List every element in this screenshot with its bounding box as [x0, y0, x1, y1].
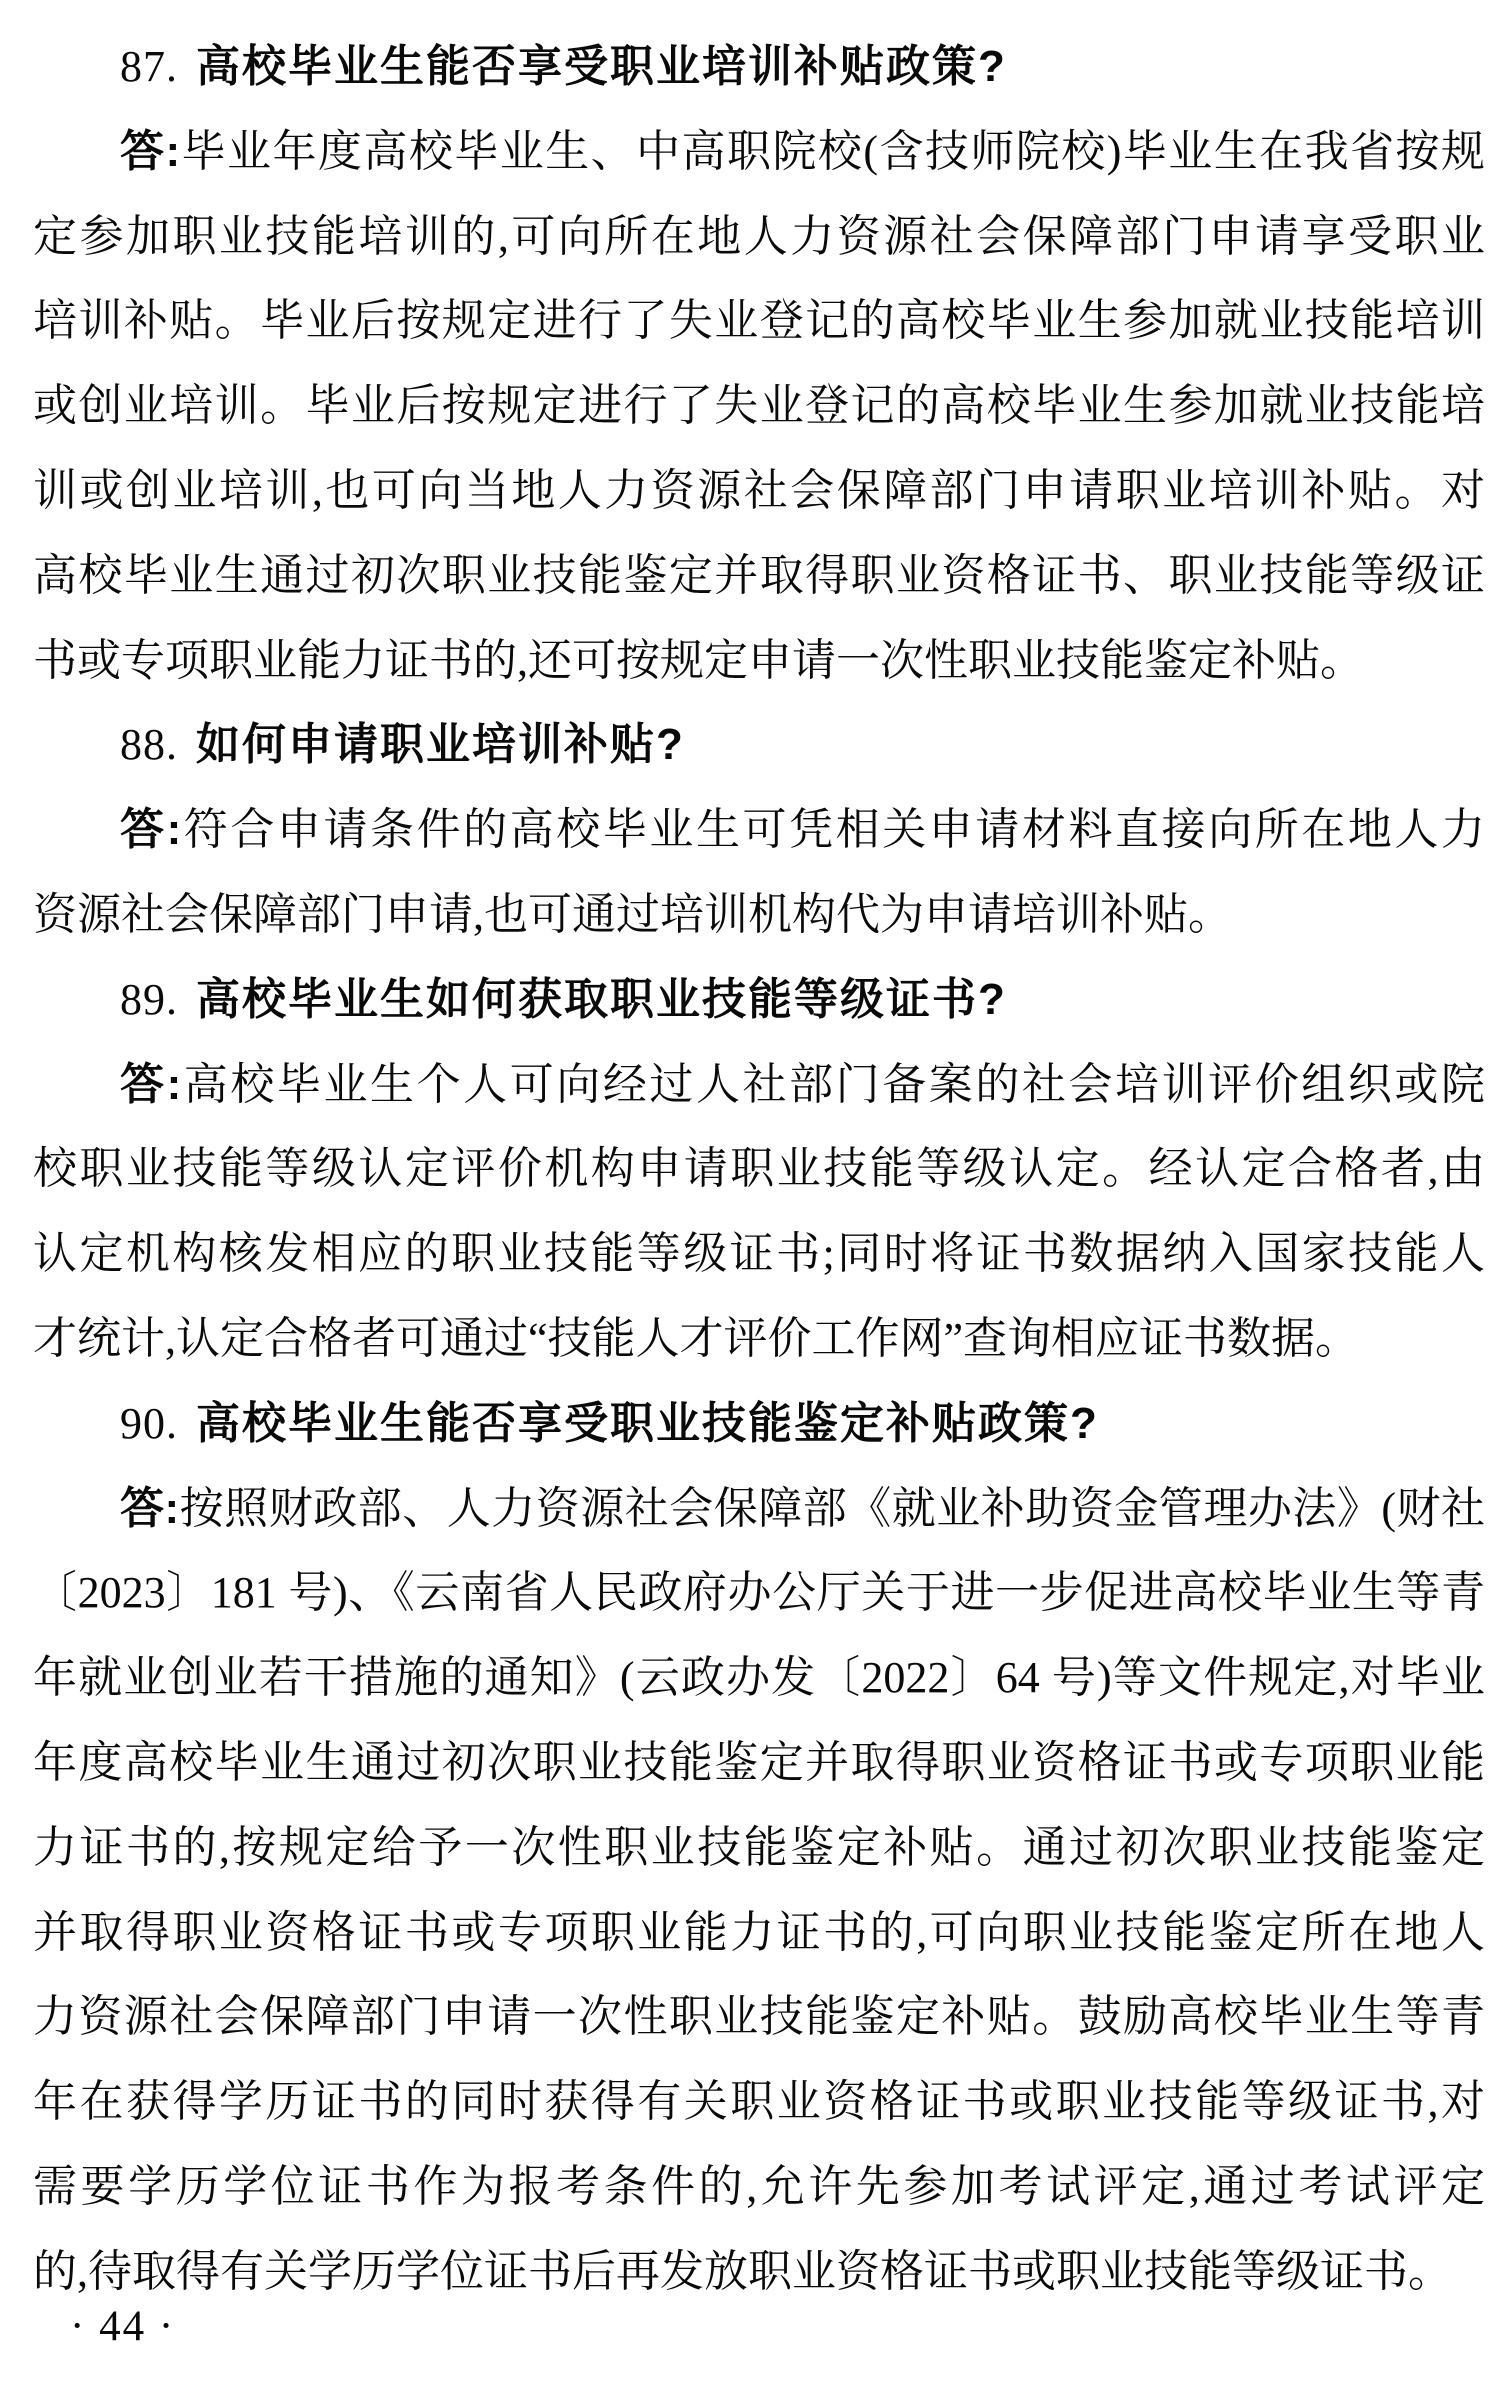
answer-line [33, 788, 1485, 873]
answer-line: 的,待取得有关学历学位证书后再发放职业资格证书或职业技能等级证书。 [33, 2246, 1452, 2296]
answer-line: 训或创业培训,也可向当地人力资源社会保障部门申请职业培训补贴。对 [33, 465, 1485, 515]
question-text: 高校毕业生能否享受职业技能鉴定补贴政策? [196, 1398, 1099, 1448]
answer-label: 答: [120, 126, 181, 176]
question-number: 88. [120, 720, 178, 770]
qa-block [33, 703, 1485, 957]
question-text: 如何申请职业培训补贴? [196, 720, 685, 770]
answer-line: 年就业创业若干措施的通知》(云政办发〔2022〕64 号)等文件规定,对毕业 [33, 1653, 1485, 1703]
answer-line-text: 符合申请条件的高校毕业生可凭相关申请材料直接向所在地人力 [181, 805, 1485, 855]
question-heading [33, 1382, 1485, 1467]
question-text: 高校毕业生能否享受职业培训补贴政策? [196, 42, 1007, 91]
answer-line [33, 110, 1485, 195]
answer-line-text: 毕业年度高校毕业生、中高职院校(含技师院校)毕业生在我省按规 [180, 126, 1485, 176]
answer-line: 定参加职业技能培训的,可向所在地人力资源社会保障部门申请享受职业 [33, 211, 1485, 261]
question-heading [33, 25, 1485, 110]
qa-block [33, 1382, 1485, 2315]
question-heading [33, 958, 1485, 1043]
answer-line: 年在获得学历证书的同时获得有关职业资格证书或职业技能等级证书,对 [33, 2077, 1485, 2127]
answer-line: 高校毕业生通过初次职业技能鉴定并取得职业资格证书、职业技能等级证 [33, 550, 1485, 600]
answer-line: 认定机构核发相应的职业技能等级证书;同时将证书数据纳入国家技能人 [33, 1229, 1485, 1279]
answer-line: 〔2023〕181 号)、《云南省人民政府办公厅关于进一步促进高校毕业生等青 [33, 1568, 1485, 1618]
answer-line: 校职业技能等级认定评价机构申请职业技能等级认定。经认定合格者,由 [33, 1144, 1485, 1194]
answer-line-text: 按照财政部、人力资源社会保障部《就业补助资金管理办法》(财社 [179, 1483, 1485, 1533]
answer-line: 年度高校毕业生通过初次职业技能鉴定并取得职业资格证书或专项职业能 [33, 1737, 1485, 1787]
qa-content [33, 25, 1485, 2315]
answer-label: 答: [120, 1483, 180, 1533]
answer-line: 书或专项职业能力证书的,还可按规定申请一次性职业技能鉴定补贴。 [33, 635, 1364, 685]
question-number: 87. [120, 42, 178, 91]
answer-line [33, 1043, 1485, 1128]
question-heading [33, 703, 1485, 788]
answer-line: 资源社会保障部门申请,也可通过培训机构代为申请培训补贴。 [33, 889, 1232, 939]
answer-line: 或创业培训。毕业后按规定进行了失业登记的高校毕业生参加就业技能培 [33, 381, 1485, 431]
question-number: 89. [120, 974, 178, 1024]
question-text: 高校毕业生如何获取职业技能等级证书? [196, 974, 1007, 1024]
answer-line: 力资源社会保障部门申请一次性职业技能鉴定补贴。鼓励高校毕业生等青 [33, 1992, 1485, 2042]
answer-line: 需要学历学位证书作为报考条件的,允许先参加考试评定,通过考试评定 [33, 2161, 1485, 2211]
answer-line: 培训补贴。毕业后按规定进行了失业登记的高校毕业生参加就业技能培训 [33, 296, 1485, 346]
page-number: · 44 · [70, 2303, 176, 2350]
answer-label: 答: [120, 1059, 182, 1109]
answer-line: 并取得职业资格证书或专项职业能力证书的,可向职业技能鉴定所在地人 [33, 1907, 1485, 1957]
question-number: 90. [120, 1398, 178, 1448]
answer-label: 答: [120, 805, 182, 855]
answer-line: 力证书的,按规定给予一次性职业技能鉴定补贴。通过初次职业技能鉴定 [33, 1822, 1485, 1872]
answer-line: 才统计,认定合格者可通过“技能人才评价工作网”查询相应证书数据。 [33, 1313, 1360, 1363]
answer-line-text: 高校毕业生个人可向经过人社部门备案的社会培训评价组织或院 [181, 1059, 1485, 1109]
qa-block [33, 25, 1485, 703]
answer-line [33, 1467, 1485, 1552]
qa-block [33, 958, 1485, 1382]
